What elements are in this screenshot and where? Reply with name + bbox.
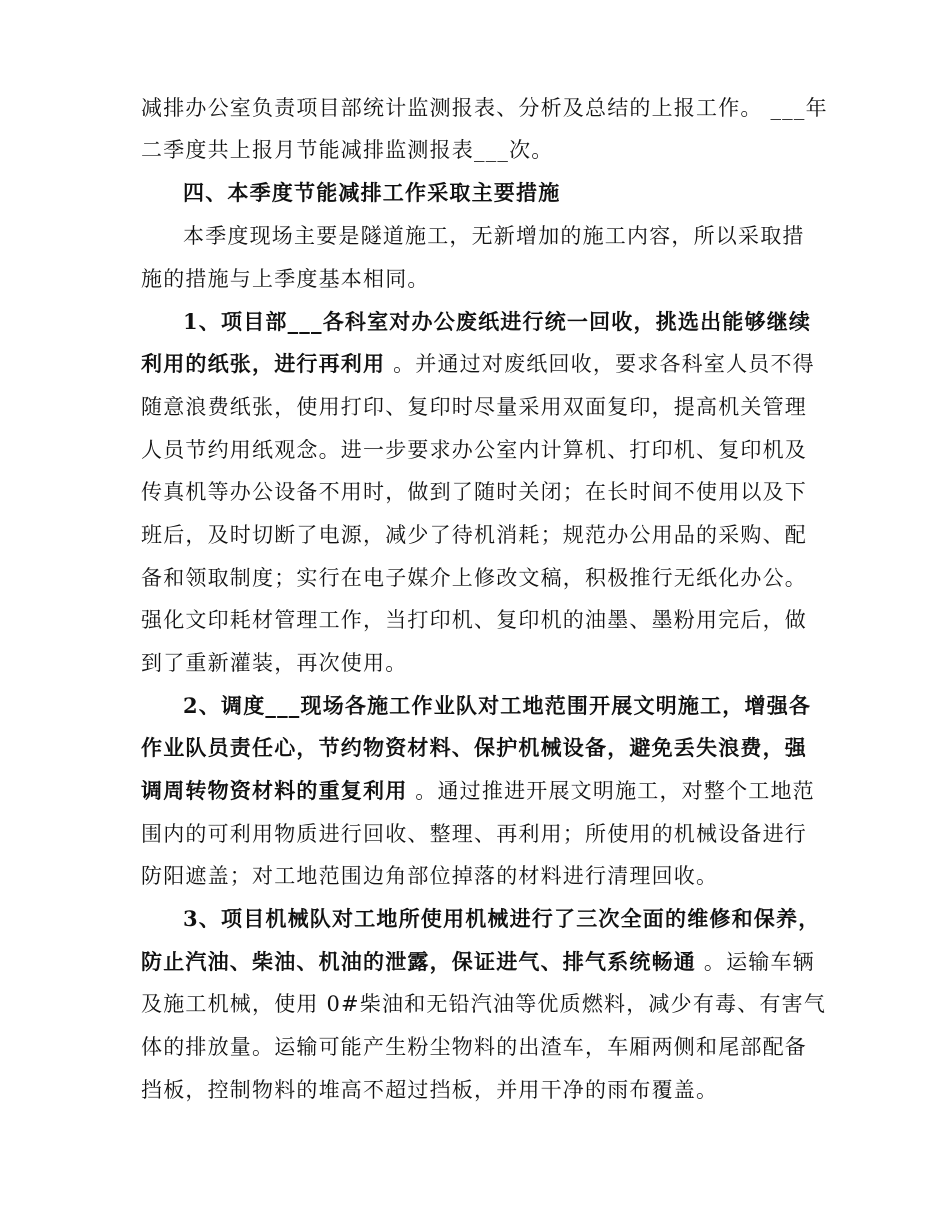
text-line: 挡板，控制物料的堆高不超过挡板，并用干净的雨布覆盖。	[141, 1078, 719, 1102]
text-line: 利用的纸张，进行再利用 。并通过对废纸回收，要求各科室人员不得	[141, 351, 815, 376]
item-2-heading: 2、调度___现场各施工作业队对工地范围开展文明施工，增强各	[183, 693, 812, 718]
text-line: 备和领取制度；实行在电子媒介上修改文稿，积极推行无纸化办公。	[141, 566, 807, 590]
text-line: 随意浪费纸张，使用打印、复印时尽量采用双面复印，提高机关管理	[141, 395, 807, 419]
section-heading: 四、本季度节能减排工作采取主要措施	[183, 180, 561, 205]
text-line: 到了重新灌装，再次使用。	[141, 651, 408, 675]
text-line: 作业队员责任心，节约物资材料、保护机械设备，避免丢失浪费，强	[141, 735, 807, 760]
text-line: 本季度现场主要是隧道施工，无新增加的施工内容，所以采取措	[183, 224, 805, 248]
item-3-heading: 3、项目机械队对工地所使用机械进行了三次全面的维修和保养，	[183, 906, 821, 931]
text-line: 及施工机械，使用 0#柴油和无铅汽油等优质燃料，减少有毒、有害气	[141, 992, 827, 1016]
item-1-heading: 1、项目部___各科室对办公废纸进行统一回收，挑选出能够继续	[183, 309, 812, 334]
text-line: 减排办公室负责项目部统计监测报表、分析及总结的上报工作。 ___年	[141, 96, 828, 120]
text-line: 班后，及时切断了电源，减少了待机消耗；规范办公用品的采购、配	[141, 523, 807, 547]
text-line: 围内的可利用物质进行回收、整理、再利用；所使用的机械设备进行	[141, 822, 807, 846]
text-line: 强化文印耗材管理工作，当打印机、复印机的油墨、墨粉用完后，做	[141, 608, 807, 632]
text-line: 防阳遮盖；对工地范围边角部位掉落的材料进行清理回收。	[141, 864, 719, 888]
text-line: 二季度共上报月节能减排监测报表___次。	[141, 138, 554, 162]
text-line: 调周转物资材料的重复利用 。通过推进开展文明施工，对整个工地范	[141, 778, 815, 803]
text-line: 传真机等办公设备不用时，做到了随时关闭；在长时间不使用以及下	[141, 480, 807, 504]
text-line: 体的排放量。运输可能产生粉尘物料的出渣车，车厢两侧和尾部配备	[141, 1035, 807, 1059]
text-line: 施的措施与上季度基本相同。	[141, 267, 430, 291]
text-line: 人员节约用纸观念。进一步要求办公室内计算机、打印机、复印机及	[141, 438, 807, 462]
text-line: 防止汽油、柴油、机油的泄露，保证进气、排气系统畅通 。运输车辆	[141, 949, 815, 974]
